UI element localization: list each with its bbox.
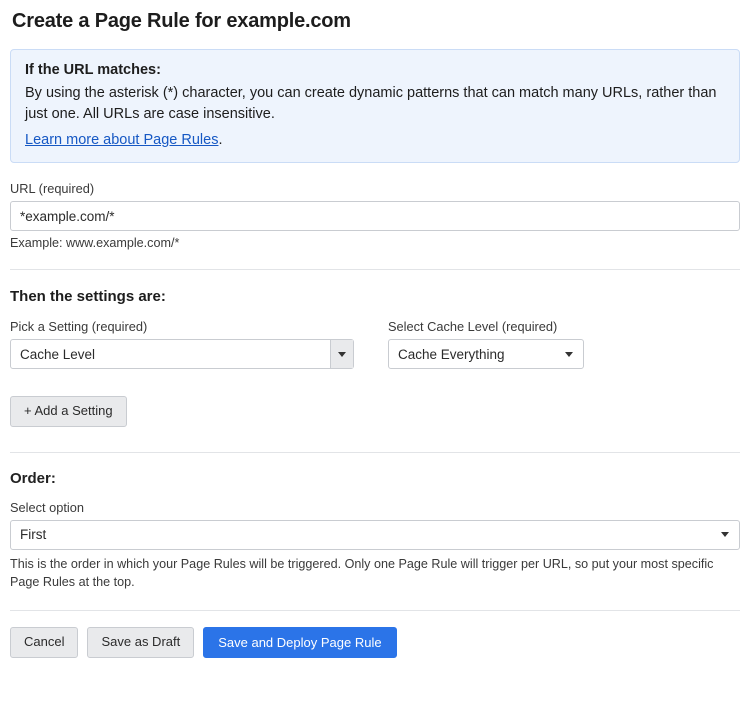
info-box-link-period: . [218,132,223,149]
order-help-text: This is the order in which your Page Rules will be triggered. Only one Page Rule will trigger per URL, so put your most specific Page Rules at the top. [10,556,714,589]
order-section-title: Order: [10,469,56,487]
page-rule-form [0,10,750,672]
url-field-label: URL (required) [10,181,95,197]
url-example-text: Example: www.example.com/* [10,236,180,251]
info-box-body: By using the asterisk (*) character, you can create dynamic patterns that can match many URLs, rather than just one. All URLs are case insensitive. [25,85,717,123]
chevron-down-icon[interactable] [556,340,582,368]
order-select[interactable]: First [10,520,740,550]
pick-setting-select-wrap [10,339,354,369]
pick-setting-label: Pick a Setting (required) [10,319,148,335]
chevron-down-icon[interactable] [712,521,738,549]
order-select-wrap [10,520,740,550]
order-field-group [10,500,740,592]
url-field-group [10,181,740,250]
settings-section-title: Then the settings are: [10,288,166,306]
cache-level-label: Select Cache Level (required) [388,319,558,335]
cancel-button[interactable]: Cancel [10,627,78,658]
info-box-link-row [25,125,725,149]
save-and-deploy-button[interactable]: Save and Deploy Page Rule [203,627,396,658]
save-as-draft-button[interactable]: Save as Draft [87,627,194,658]
cache-level-group [388,319,584,369]
chevron-down-icon[interactable] [330,340,353,368]
pick-setting-select[interactable]: Cache Level [10,339,354,369]
settings-row [10,319,740,369]
form-actions [10,627,740,672]
cache-level-select-wrap [388,339,584,369]
add-setting-button[interactable]: + Add a Setting [10,396,127,427]
cache-level-select[interactable]: Cache Everything [388,339,584,369]
learn-more-link[interactable]: Learn more about Page Rules [25,132,219,149]
divider-order [10,452,740,453]
divider-settings [10,269,740,270]
pick-setting-group [10,319,354,369]
divider-footer [10,610,740,611]
url-match-info-box [10,49,740,163]
page-title: Create a Page Rule for example.com [12,10,351,32]
url-input[interactable] [10,201,740,231]
order-select-label: Select option [10,499,84,515]
info-box-heading: If the URL matches: [25,62,161,78]
